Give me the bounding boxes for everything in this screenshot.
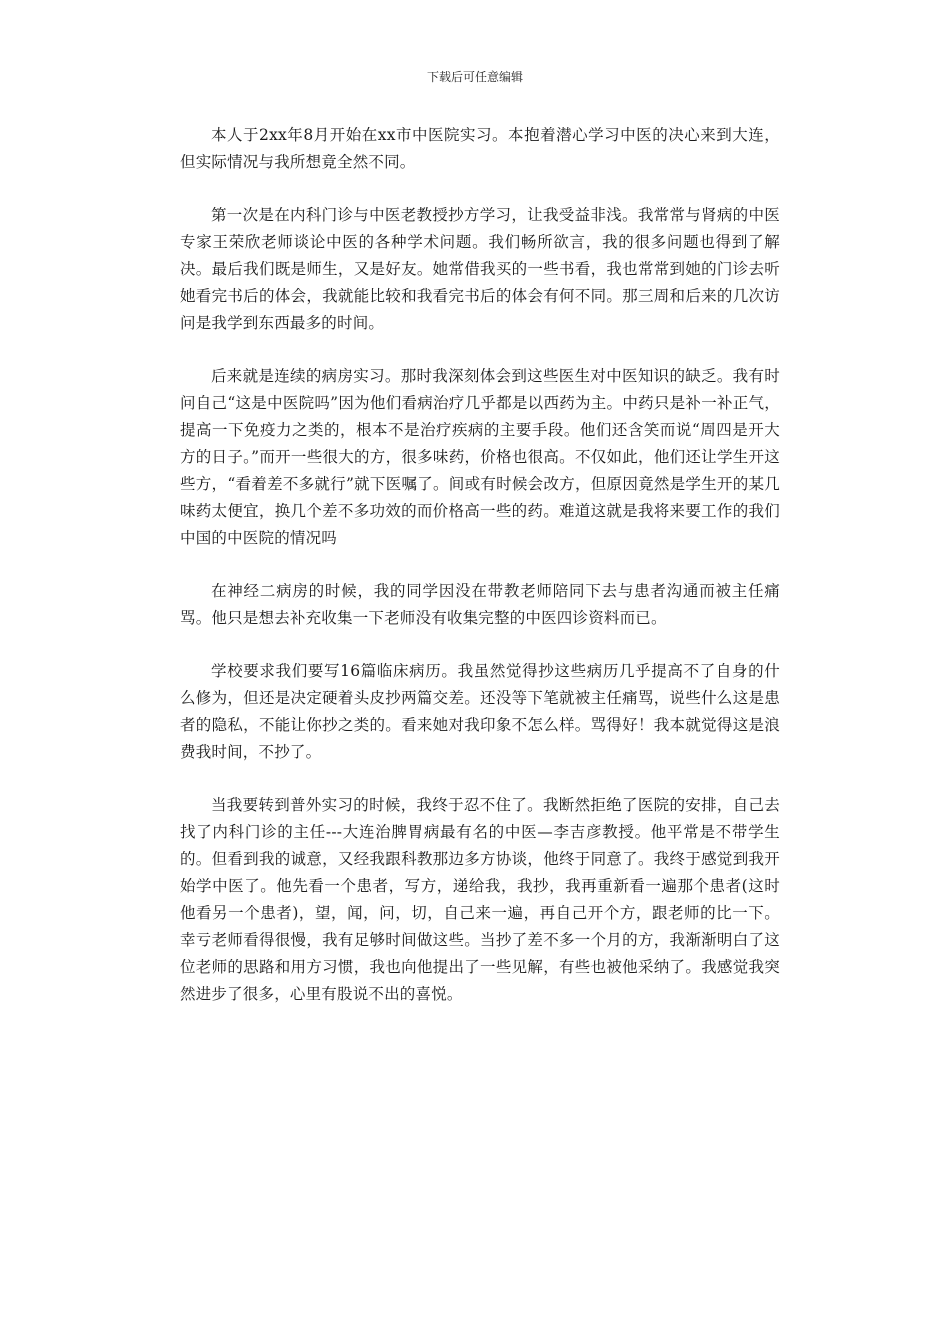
paragraph-3: 后来就是连续的病房实习。那时我深刻体会到这些医生对中医知识的缺乏。我有时问自己“这是中医院吗”因为他们看病治疗几乎都是以西药为主。中药只是补一补正气，提高一下免疫力之类的，根本不是治疗疾病的主要手段。他们还含笑而说“周四是开大方的日子。”而开一些很大的方，很多味药，价格也很高。不仅如此，他们还让学生开这些方，“看着差不多就行”就下医嘱了。间或有时候会改方，但原因竟然是学生开的某几味药太便宜，换几个差不多功效的而价格高一些的药。难道这就是我将来要工作的我们中国的中医院的情况吗 xyxy=(180,367,780,547)
paragraph-1: 本人于2xx年8月开始在xx市中医院实习。本抱着潜心学习中医的决心来到大连，但实际情况与我所想竟全然不同。 xyxy=(180,126,780,171)
header-note: 下载后可任意编辑 xyxy=(426,70,523,84)
paragraph-2: 第一次是在内科门诊与中医老教授抄方学习，让我受益非浅。我常常与肾病的中医专家王荣欣老师谈论中医的各种学术问题。我们畅所欲言，我的很多问题也得到了解决。最后我们既是师生，又是好友。她常借我买的一些书看，我也常常到她的门诊去听她看完书后的体会，我就能比较和我看完书后的体会有何不同。那三周和后来的几次访问是我学到东西最多的时间。 xyxy=(180,206,780,332)
paragraph-5: 学校要求我们要写16篇临床病历。我虽然觉得抄这些病历几乎提高不了自身的什么修为，但还是决定硬着头皮抄两篇交差。还没等下笔就被主任痛骂，说些什么这是患者的隐私，不能让你抄之类的。看来她对我印象不怎么样。骂得好！我本就觉得这是浪费我时间，不抄了。 xyxy=(180,662,780,761)
document-body xyxy=(180,122,780,1034)
paragraph-6: 当我要转到普外实习的时候，我终于忍不住了。我断然拒绝了医院的安排，自己去找了内科门诊的主任---大连治脾胃病最有名的中医—李吉彦教授。他平常是不带学生的。但看到我的诚意，又经我跟科教那边多方协谈，他终于同意了。我终于感觉到我开始学中医了。他先看一个患者，写方，递给我，我抄，我再重新看一遍那个患者(这时他看另一个患者)，望，闻，问，切，自己来一遍，再自己开个方，跟老师的比一下。幸亏老师看得很慢，我有足够时间做这些。当抄了差不多一个月的方，我渐渐明白了这位老师的思路和用方习惯，我也向他提出了一些见解，有些也被他采纳了。我感觉我突然进步了很多，心里有股说不出的喜悦。 xyxy=(180,796,780,1003)
paragraph-4: 在神经二病房的时候，我的同学因没在带教老师陪同下去与患者沟通而被主任痛骂。他只是想去补充收集一下老师没有收集完整的中医四诊资料而已。 xyxy=(180,582,780,627)
